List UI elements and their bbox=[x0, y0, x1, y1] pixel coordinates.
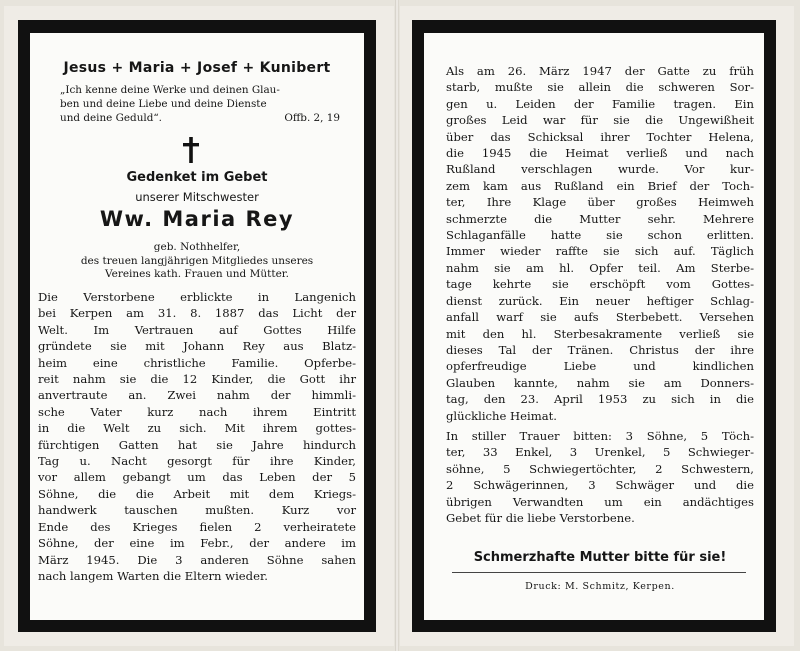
divider bbox=[452, 572, 746, 573]
text-line: ter, 33 Enkel, 3 Urenkel, 5 Schwieger- bbox=[446, 445, 754, 460]
quote-line: „Ich kenne deine Werke und deinen Glau- bbox=[60, 84, 280, 96]
text-line: Immer wieder raffte sie sich auf. Täglich bbox=[446, 244, 754, 259]
text-line: Die Verstorbene erblickte in Langenich bbox=[38, 290, 356, 304]
card-fold bbox=[395, 0, 399, 651]
text-line: anvertraute an. Zwei nahm der himmli- bbox=[38, 388, 356, 403]
text-line: tag, den 23. April 1953 zu sich in die bbox=[446, 392, 754, 407]
text-line: ter, Ihre Klage über großes Heimweh bbox=[446, 195, 754, 210]
text-line: über das Schicksal ihrer Tochter Helena, bbox=[446, 129, 754, 144]
text-line: Söhne, die die Arbeit mit dem Kriegs- bbox=[38, 486, 356, 501]
right-page bbox=[424, 33, 764, 620]
text-line: Tag u. Nacht gesorgt für ihre Kinder, bbox=[38, 454, 356, 469]
quote-line: ben und deine Liebe und deine Dienste bbox=[60, 98, 267, 110]
left-mourning-border bbox=[18, 20, 376, 632]
text-line: Rußland verschlagen wurde. Vor kur- bbox=[446, 162, 754, 177]
mourners-paragraph bbox=[446, 428, 754, 526]
text-line: Als am 26. März 1947 der Gatte zu früh bbox=[446, 64, 754, 78]
quote-line-text: und deine Geduld“. bbox=[60, 112, 162, 124]
text-line: tage kehrte sie erschöpft vom Gottes- bbox=[446, 277, 754, 292]
text-line: März 1945. Die 3 anderen Söhne sahen bbox=[38, 552, 356, 567]
geb-line: geb. Nothhelfer, bbox=[153, 241, 241, 253]
text-line: gründete sie mit Johann Rey aus Blatz- bbox=[38, 339, 356, 354]
text-line: In stiller Trauer bitten: 3 Söhne, 5 Töch- bbox=[446, 428, 754, 443]
text-line: Gebet für die liebe Verstorbene. bbox=[446, 510, 635, 525]
text-line: zem kam aus Rußland ein Brief der Toch- bbox=[446, 178, 754, 193]
text-line: heim eine christliche Familie. Opferbe- bbox=[38, 355, 356, 370]
gedenket-heading: Gedenket im Gebet bbox=[126, 170, 268, 185]
text-line: bei Kerpen am 31. 8. 1887 das Licht der bbox=[38, 306, 356, 321]
text-line: Ende des Krieges fielen 2 verheiratete bbox=[38, 519, 356, 534]
text-line: glückliche Heimat. bbox=[446, 408, 557, 423]
text-line: großes Leid war für sie die Ungewißheit bbox=[446, 113, 754, 128]
text-line: Söhne, der eine im Febr., der andere im bbox=[38, 536, 356, 551]
text-line: sche Vater kurz nach ihrem Eintritt bbox=[38, 404, 356, 419]
holy-names-header: Jesus + Maria + Josef + Kunibert bbox=[63, 60, 331, 76]
subheading: unserer Mitschwester bbox=[135, 190, 259, 204]
text-line: Welt. Im Vertrauen auf Gottes Hilfe bbox=[38, 322, 356, 337]
text-line: Glauben kannte, nahm sie am Donners- bbox=[446, 375, 754, 390]
biography-text bbox=[38, 289, 356, 584]
text-line: dieses Tal der Tränen. Christus der ihre bbox=[446, 342, 754, 357]
geb-line: Vereines kath. Frauen und Mütter. bbox=[104, 268, 289, 280]
text-line: handwerk tauschen mußten. Kurz vor bbox=[38, 503, 356, 518]
text-line: opferfreudige Liebe und kindlichen bbox=[446, 359, 754, 374]
text-line: anfall warf sie aufs Sterbebett. Versehen bbox=[446, 310, 754, 325]
text-line: starb, mußte sie allein die schweren Sor- bbox=[446, 80, 754, 95]
text-line: gen u. Leiden der Familie tragen. Ein bbox=[446, 96, 754, 111]
text-line: fürchtigen Gatten hat sie Jahre hindurch bbox=[38, 437, 356, 452]
geb-line: des treuen langjährigen Mitgliedes unseres bbox=[80, 254, 314, 267]
life-story-text bbox=[446, 63, 754, 526]
text-line: 2 Schwägerinnen, 3 Schwäger und die bbox=[446, 478, 754, 493]
cross-icon bbox=[183, 137, 199, 167]
text-line: schmerzte die Mutter sehr. Mehrere bbox=[446, 211, 754, 226]
text-line: in die Welt zu sich. Mit ihrem gottes- bbox=[38, 421, 356, 436]
quote-line bbox=[60, 111, 354, 125]
text-line: söhne, 5 Schwiegertöchter, 2 Schwestern, bbox=[446, 461, 754, 476]
left-page bbox=[30, 33, 364, 620]
deceased-name: Ww. Maria Rey bbox=[99, 207, 295, 231]
printer-credit: Druck: M. Schmitz, Kerpen. bbox=[525, 581, 675, 592]
text-line: reit nahm sie die 12 Kinder, die Gott ihr bbox=[38, 372, 356, 387]
text-line: die 1945 die Heimat verließ und nach bbox=[446, 146, 754, 161]
bible-quote bbox=[60, 83, 354, 125]
prayer-plea: Schmerzhafte Mutter bitte für sie! bbox=[473, 550, 727, 565]
text-line: dienst zurück. Ein neuer heftiger Schlag- bbox=[446, 293, 754, 308]
text-line: nach langem Warten die Eltern wieder. bbox=[38, 568, 268, 583]
text-line: Schlaganfälle hatte sie schon erlitten. bbox=[446, 228, 754, 243]
text-line: nahm sie am hl. Opfer teil. Am Sterbe- bbox=[446, 260, 754, 275]
right-mourning-border bbox=[412, 20, 776, 632]
text-line: übrigen Verwandten um ein andächtiges bbox=[446, 494, 754, 509]
birth-name-and-membership bbox=[30, 241, 364, 282]
quote-reference: Offb. 2, 19 bbox=[284, 112, 340, 124]
text-line: mit den hl. Sterbesakramente verließ sie bbox=[446, 326, 754, 341]
text-line: vor allem gebangt um das Leben der 5 bbox=[38, 470, 356, 485]
